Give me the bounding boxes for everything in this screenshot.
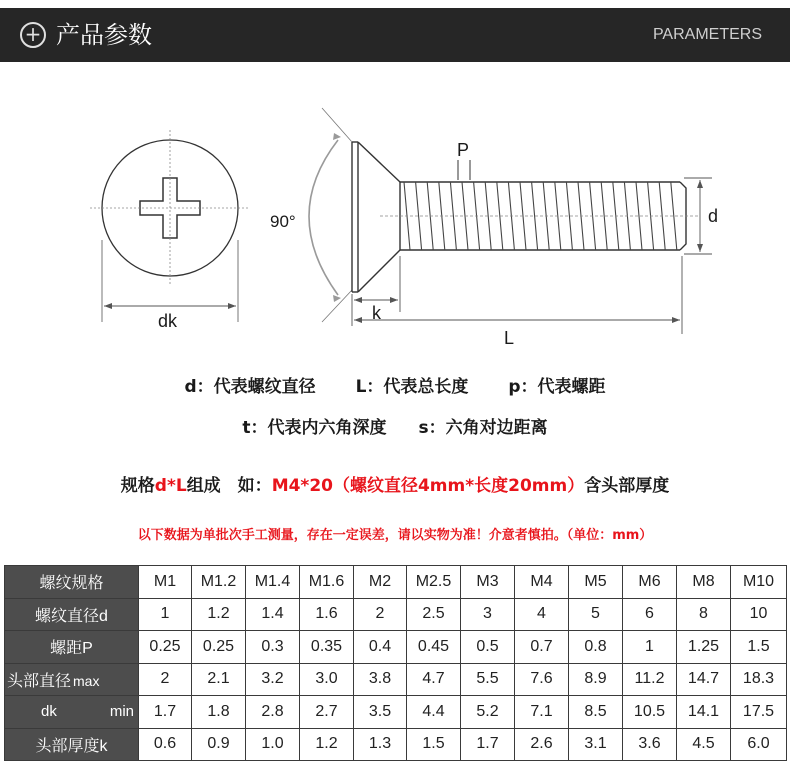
table-cell: M1.4 <box>246 566 300 599</box>
table-cell: 1.5 <box>731 631 787 664</box>
section-header <box>0 8 790 62</box>
table-cell: 3.2 <box>246 663 300 696</box>
table-cell: 0.45 <box>407 631 461 664</box>
row-pitch <box>5 631 787 664</box>
section-title: 产品参数 <box>56 21 152 49</box>
table-cell: M2.5 <box>407 566 461 599</box>
table-cell: 1 <box>623 631 677 664</box>
table-cell: 1.6 <box>300 598 354 631</box>
legend-l: L：代表总长度 <box>355 377 469 397</box>
screw-side-view <box>352 142 686 292</box>
table-cell: 17.5 <box>731 696 787 729</box>
table-cell: M1 <box>139 566 192 599</box>
table-cell: 1.7 <box>461 728 515 761</box>
table-cell: 7.1 <box>515 696 569 729</box>
table-cell: 4 <box>515 598 569 631</box>
table-cell: 7.6 <box>515 663 569 696</box>
table-cell: 2.5 <box>407 598 461 631</box>
table-cell: 1.0 <box>246 728 300 761</box>
row-label-head-max: 头部直径 max <box>5 663 139 696</box>
pitch-marker <box>458 160 470 180</box>
table-cell: 1.4 <box>246 598 300 631</box>
table-cell: 0.7 <box>515 631 569 664</box>
table-cell: 0.8 <box>569 631 623 664</box>
table-cell: 11.2 <box>623 663 677 696</box>
table-cell: 8.5 <box>569 696 623 729</box>
table-cell: 0.25 <box>139 631 192 664</box>
legend-s: s：六角对边距离 <box>418 418 548 438</box>
row-label-thickness: 头部厚度k <box>5 728 139 761</box>
table-cell: M10 <box>731 566 787 599</box>
table-cell: 3.0 <box>300 663 354 696</box>
table-cell: 0.5 <box>461 631 515 664</box>
table-cell: 2.1 <box>192 663 246 696</box>
legend-line-1 <box>0 372 790 397</box>
table-cell: M1.6 <box>300 566 354 599</box>
table-cell: 1.3 <box>354 728 407 761</box>
row-spec <box>5 566 787 599</box>
table-cell: M2 <box>354 566 407 599</box>
row-diameter <box>5 598 787 631</box>
legend-line-2 <box>0 413 790 438</box>
table-cell: M4 <box>515 566 569 599</box>
row-label-pitch: 螺距P <box>5 631 139 664</box>
table-cell: M8 <box>677 566 731 599</box>
screw-head-top-view <box>90 130 250 322</box>
table-cell: 5.5 <box>461 663 515 696</box>
table-cell: 0.3 <box>246 631 300 664</box>
table-cell: 10.5 <box>623 696 677 729</box>
table-cell: 3.6 <box>623 728 677 761</box>
table-cell: 6 <box>623 598 677 631</box>
table-cell: 1.5 <box>407 728 461 761</box>
plus-circle-icon: + <box>20 22 46 48</box>
table-cell: M6 <box>623 566 677 599</box>
spec-formula: d*L <box>154 476 187 496</box>
row-label-head-min: dk min <box>5 696 139 729</box>
label-d: d <box>708 206 719 226</box>
table-cell: 2.6 <box>515 728 569 761</box>
table-cell: 4.5 <box>677 728 731 761</box>
measurement-notice: 以下数据为单批次手工测量，存在一定误差，请以实物为准！介意者慎拍。（单位：mm） <box>137 528 653 543</box>
row-label-spec: 螺纹规格 <box>5 566 139 599</box>
table-cell: 2.7 <box>300 696 354 729</box>
row-thickness <box>5 728 787 761</box>
table-cell: 0.6 <box>139 728 192 761</box>
table-cell: 0.9 <box>192 728 246 761</box>
table-cell: 0.25 <box>192 631 246 664</box>
table-cell: M5 <box>569 566 623 599</box>
row-head-max <box>5 663 787 696</box>
table-cell: 6.0 <box>731 728 787 761</box>
table-cell: 18.3 <box>731 663 787 696</box>
table-cell: 8 <box>677 598 731 631</box>
label-angle: 90° <box>270 212 296 231</box>
table-cell: 2 <box>139 663 192 696</box>
table-cell: 1.2 <box>192 598 246 631</box>
table-cell: 1.8 <box>192 696 246 729</box>
table-cell: 3 <box>461 598 515 631</box>
spec-prefix: 规格 <box>120 476 155 496</box>
legend-d: d：代表螺纹直径 <box>184 377 316 397</box>
table-cell: 1.25 <box>677 631 731 664</box>
table-cell: M3 <box>461 566 515 599</box>
table-cell: 4.7 <box>407 663 461 696</box>
spec-line <box>0 471 790 496</box>
table-cell: 3.8 <box>354 663 407 696</box>
row-label-diameter: 螺纹直径d <box>5 598 139 631</box>
table-cell: 2 <box>354 598 407 631</box>
table-cell: 0.35 <box>300 631 354 664</box>
label-l: L <box>504 328 515 348</box>
table-cell: 1.7 <box>139 696 192 729</box>
table-cell: 14.1 <box>677 696 731 729</box>
label-dk: dk <box>158 311 178 331</box>
table-cell: 8.9 <box>569 663 623 696</box>
table-cell: 3.5 <box>354 696 407 729</box>
legend-t: t：代表内六角深度 <box>242 418 387 438</box>
table-cell: 5.2 <box>461 696 515 729</box>
label-k: k <box>372 303 381 323</box>
screw-diagram <box>0 90 790 360</box>
table-cell: M1.2 <box>192 566 246 599</box>
length-dimension <box>354 256 682 334</box>
table-cell: 14.7 <box>677 663 731 696</box>
table-cell: 5 <box>569 598 623 631</box>
spec-suffix: 含头部厚度 <box>584 476 670 496</box>
spec-example: M4*20（螺纹直径4mm*长度20mm） <box>271 476 585 496</box>
label-p: P <box>457 140 470 160</box>
row-head-min <box>5 696 787 729</box>
legend-p: p：代表螺距 <box>508 377 606 397</box>
table-cell: 1.2 <box>300 728 354 761</box>
table-cell: 3.1 <box>569 728 623 761</box>
table-cell: 4.4 <box>407 696 461 729</box>
section-subtitle: PARAMETERS <box>652 26 762 43</box>
table-cell: 10 <box>731 598 787 631</box>
parameter-table <box>4 565 787 761</box>
table-cell: 0.4 <box>354 631 407 664</box>
table-cell: 2.8 <box>246 696 300 729</box>
table-cell: 1 <box>139 598 192 631</box>
spec-mid: 组成 如： <box>186 476 272 496</box>
angle-arc <box>309 108 352 322</box>
